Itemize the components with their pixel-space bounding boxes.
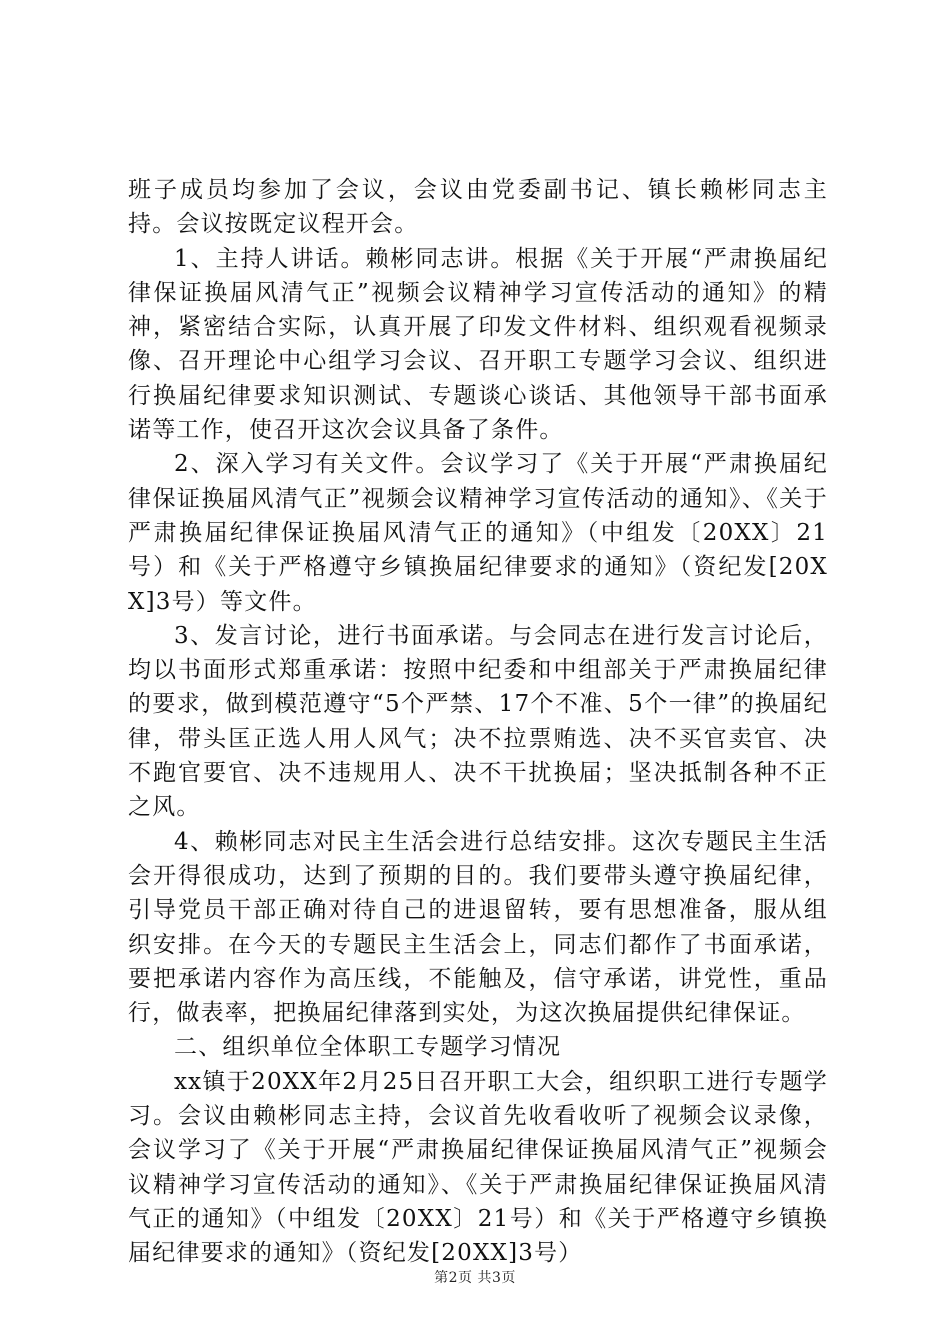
paragraph-item-2-study-documents: 2、深入学习有关文件。会议学习了《关于开展“严肃换届纪律保证换届风清气正”视频会议精神学习宣传活动的通知》、《关于严肃换届纪律保证换届风清气正的通知》（中组发〔20XX〕21号）和《关于严格遵守乡镇换届纪律要求的通知》（资纪发[20XX]3号）等文件。 bbox=[128, 451, 828, 615]
paragraph-staff-meeting: xx镇于20XX年2月25日召开职工大会，组织职工进行专题学习。会议由赖彬同志主持，会议首先收看收听了视频会议录像，会议学习了《关于开展“严肃换届纪律保证换届风清气正”视频会议精神学习宣传活动的通知》、《关于严肃换届纪律保证换届风清气正的通知》（中组发〔20XX〕21号）和《关于严格遵守乡镇换届纪律要求的通知》（资纪发[20XX]3号） bbox=[128, 1068, 828, 1267]
section-heading-staff-study: 二、组织单位全体职工专题学习情况 bbox=[174, 1034, 562, 1061]
paragraph-item-1-host-speech: 1、主持人讲话。赖彬同志讲。根据《关于开展“严肃换届纪律保证换届风清气正”视频会议精神学习宣传活动的通知》的精神，紧密结合实际，认真开展了印发文件材料、组织观看视频录像、召开理论中心组学习会议、召开职工专题学习会议、组织进行换届纪律要求知识测试、专题谈心谈话、其他领导干部书面承诺等工作，使召开这次会议具备了条件。 bbox=[128, 245, 828, 444]
document-body bbox=[128, 173, 828, 1271]
paragraph-attendance: 班子成员均参加了会议，会议由党委副书记、镇长赖彬同志主持。会议按既定议程开会。 bbox=[128, 177, 828, 238]
page-number-label: 第2页 共3页 bbox=[434, 1270, 516, 1286]
paragraph-item-4-summary: 4、赖彬同志对民主生活会进行总结安排。这次专题民主生活会开得很成功，达到了预期的目的。我们要带头遵守换届纪律，引导党员干部正确对待自己的进退留转，要有思想准备，服从组织安排。在今天的专题民主生活会上，同志们都作了书面承诺，要把承诺内容作为高压线，不能触及，信守承诺，讲党性，重品行，做表率，把换届纪律落到实处，为这次换届提供纪律保证。 bbox=[128, 828, 828, 1027]
page-footer bbox=[0, 1269, 950, 1287]
paragraph-item-3-written-commitment: 3、发言讨论，进行书面承诺。与会同志在进行发言讨论后，均以书面形式郑重承诺：按照中纪委和中组部关于严肃换届纪律的要求，做到模范遵守“5个严禁、17个不准、5个一律”的换届纪律，带头匡正选人用人风气；决不拉票贿选、决不买官卖官、决不跑官要官、决不违规用人、决不干扰换届；坚决抵制各种不正之风。 bbox=[128, 622, 828, 821]
